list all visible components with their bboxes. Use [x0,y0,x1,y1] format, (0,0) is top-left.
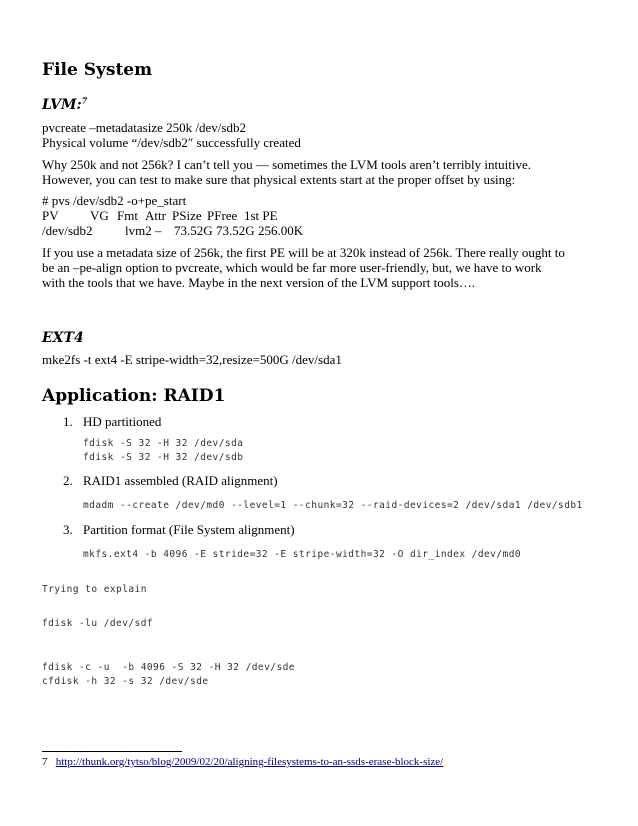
pvs-row-pfree: 73.52G [216,223,255,238]
pvs-row-psize: 73.52G [174,223,213,238]
step-2-label: RAID1 assembled (RAID alignment) [83,473,278,488]
pvs-header-1stpe: 1st PE [244,208,278,223]
lvm-heading-text: LVM: [42,97,82,113]
footnote-link[interactable]: http://thunk.org/tytso/blog/2009/02/20/aligning-filesystems-to-an-ssds-erase-block-size/ [55,756,444,768]
lvm-cmd-2: Physical volume “/dev/sdb2″ successfully created [42,135,301,150]
pvs-header-fmt: Fmt [117,208,138,223]
lvm-para2-line3: with the tools that we have. Maybe in the next version of the LVM support tools…. [42,275,476,290]
lvm-para2-line1: If you use a metadata size of 256k, the first PE will be at 320k instead of 256k. There really ought to [42,245,565,260]
lvm-para1-line2: However, you can test to make sure that physical extents start at the proper offset by using: [42,172,516,187]
ext4-command: mke2fs -t ext4 -E stripe-width=32,resize=500G /dev/sda1 [42,352,342,367]
ext4-heading: EXT4 [42,330,84,346]
pvs-row-1stpe: 256.00K [258,223,304,238]
section-title: File System [42,60,153,80]
fdisk-lu-line: fdisk -lu /dev/sdf [42,618,154,629]
step-3-label: Partition format (File System alignment) [83,522,295,537]
pvs-command: # pvs /dev/sdb2 -o+pe_start [42,193,187,208]
pvs-header-psize: PSize [172,208,202,223]
pvs-header-attr: Attr [145,208,166,223]
cfdisk-line: cfdisk -h 32 -s 32 /dev/sde [42,676,209,687]
pvs-header-pfree: PFree [207,208,238,223]
explain-line: Trying to explain [42,584,147,595]
pvs-header-pv: PV [42,208,59,223]
step-1-code-line1: fdisk -S 32 -H 32 /dev/sda [83,438,244,449]
footnote-number: 7 [42,756,48,768]
lvm-heading [42,97,87,113]
step-1-number: 1. [63,414,73,429]
lvm-para2-line2: be an –pe-align option to pvcreate, which would be far more user-friendly, but, we have to work [42,260,542,275]
footnote-separator [42,751,182,752]
step-2-code-line1: mdadm --create /dev/md0 --level=1 --chunk=32 --raid-devices=2 /dev/sda1 /dev/sdb1 [83,500,583,511]
pvs-header-vg: VG [90,208,109,223]
fdisk-c-line: fdisk -c -u -b 4096 -S 32 -H 32 /dev/sde [42,662,295,673]
footnote-ref[interactable]: 7 [81,95,88,106]
lvm-para1-line1: Why 250k and not 256k? I can’t tell you — sometimes the LVM tools aren’t terribly intuitive. [42,157,531,172]
step-1-code-line2: fdisk -S 32 -H 32 /dev/sdb [83,452,244,463]
step-2-number: 2. [63,473,73,488]
lvm-cmd-1: pvcreate –metadatasize 250k /dev/sdb2 [42,120,246,135]
pvs-row-pv: /dev/sdb2 [42,223,93,238]
step-3-number: 3. [63,522,73,537]
pvs-row-fmt-attr: lvm2 – [125,223,162,238]
step-3-code-line1: mkfs.ext4 -b 4096 -E stride=32 -E stripe-width=32 -O dir_index /dev/md0 [83,549,522,560]
step-1-label: HD partitioned [83,414,162,429]
raid-heading: Application: RAID1 [42,386,226,406]
footnote [42,756,443,768]
